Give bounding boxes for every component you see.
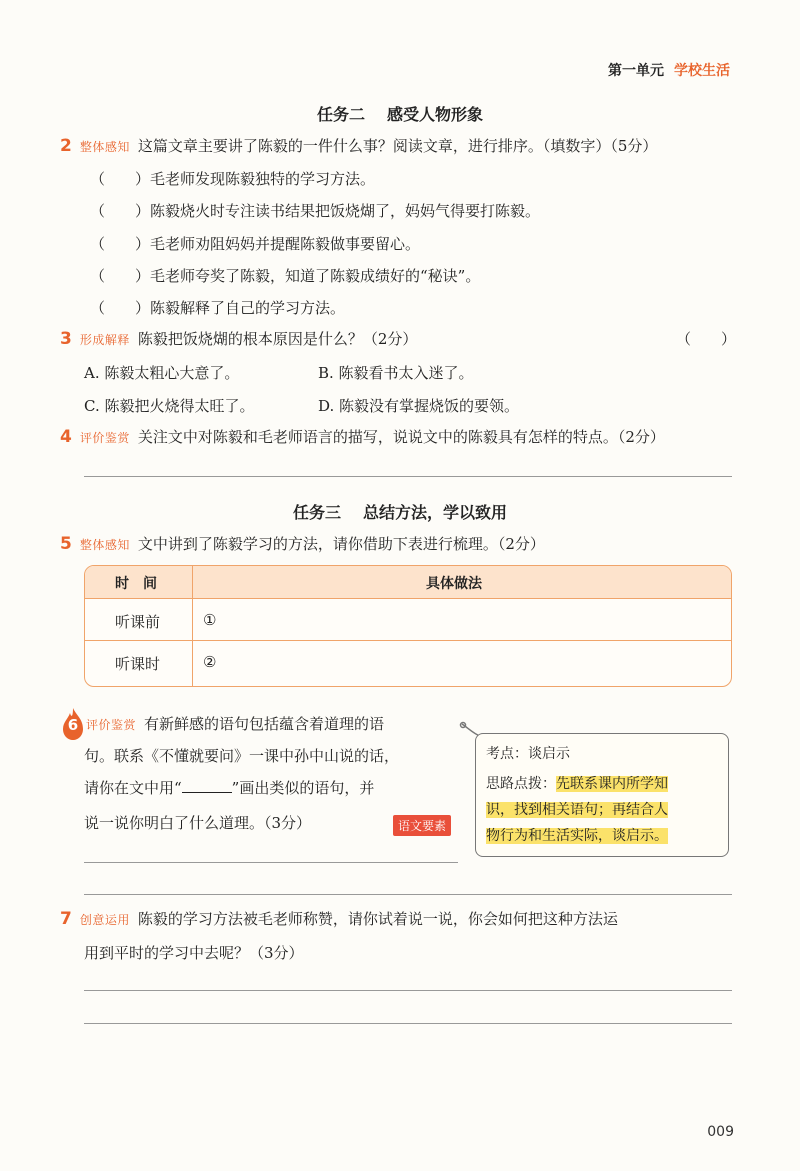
note-hint-line-3: 物行为和生活实际，谈启示。	[486, 828, 668, 844]
table-row-1-answer[interactable]: ①	[203, 611, 217, 629]
question-7-tag: 创意运用	[79, 913, 130, 927]
note-point: 谈启示	[528, 746, 570, 762]
question-6-line-3	[84, 777, 374, 799]
question-2-tag: 整体感知	[79, 140, 130, 154]
q4-answer-line[interactable]	[84, 476, 732, 477]
note-hint-row-1	[486, 774, 668, 794]
question-4-tag: 评价鉴赏	[79, 431, 130, 445]
unit-name: 第一单元	[608, 63, 664, 79]
note-point-row	[486, 744, 570, 764]
task3-title	[0, 500, 800, 523]
q3-option-b[interactable]: B. 陈毅看书太入迷了。	[318, 364, 474, 382]
q2-item-3[interactable]: （ ）毛老师劝阻妈妈并提醒陈毅做事要留心。	[90, 235, 421, 253]
table-row-2-time: 听课时	[115, 655, 161, 673]
question-2-text: 这篇文章主要讲了陈毅的一件什么事？阅读文章，进行排序。（填数字）（5分）	[137, 137, 658, 155]
q3-option-d[interactable]: D. 陈毅没有掌握烧饭的要领。	[318, 397, 520, 415]
note-hint-row-2	[486, 800, 668, 820]
question-6-line-1	[86, 713, 384, 736]
question-3-tag: 形成解释	[79, 333, 130, 347]
task2-title	[0, 102, 800, 125]
table-header-method: 具体做法	[426, 576, 482, 592]
q2-item-3-text: 毛老师劝阻妈妈并提醒陈毅做事要留心。	[150, 235, 421, 253]
question-5-number: 5	[60, 534, 72, 554]
q2-item-2-text: 陈毅烧火时专注读书结果把饭烧煳了，妈妈气得要打陈毅。	[150, 202, 541, 220]
table-column-divider	[192, 566, 193, 686]
question-5-tag: 整体感知	[79, 538, 130, 552]
table-row-divider	[85, 640, 731, 641]
note-hint-line-2: 识，找到相关语句；再结合人	[486, 802, 668, 818]
question-2-number: 2	[60, 136, 72, 156]
task2-name: 感受人物形象	[387, 105, 484, 124]
question-7-text-1: 陈毅的学习方法被毛老师称赞，请你试着说一说，你会如何把这种方法运	[137, 910, 618, 928]
q3-option-a[interactable]: A. 陈毅太粗心大意了。	[84, 364, 240, 382]
q7-answer-line-1[interactable]	[84, 990, 732, 991]
question-6-tag: 评价鉴赏	[86, 718, 137, 732]
table-header-time: 时 间	[115, 576, 157, 592]
question-4-text: 关注文中对陈毅和毛老师语言的描写，说说文中的陈毅具有怎样的特点。（2分）	[137, 428, 665, 446]
question-4	[60, 426, 665, 449]
yuwen-element-badge: 语文要素	[393, 815, 451, 836]
question-6-line-4: 说一说你明白了什么道理。（3分）	[84, 814, 312, 832]
q2-item-1-text: 毛老师发现陈毅独特的学习方法。	[150, 170, 376, 188]
table-row-2-answer[interactable]: ②	[203, 653, 217, 671]
q3-option-c[interactable]: C. 陈毅把火烧得太旺了。	[84, 397, 255, 415]
note-hint-line-1: 先联系课内所学知	[556, 776, 668, 792]
q3-answer-blank[interactable]: （ ）	[676, 330, 737, 348]
question-6-text-1: 有新鲜感的语句包括蕴含着道理的语	[144, 715, 385, 733]
task3-label: 任务三	[292, 503, 341, 522]
page-number: 009	[707, 1124, 734, 1140]
note-point-label: 考点：	[486, 746, 528, 762]
underline-sample	[182, 778, 232, 793]
question-3-text: 陈毅把饭烧煳的根本原因是什么？（2分）	[137, 330, 418, 348]
table-header-row	[85, 566, 731, 599]
unit-theme: 学校生活	[674, 63, 730, 79]
question-5	[60, 533, 545, 556]
q6-answer-line-2[interactable]	[84, 894, 732, 895]
question-6-number: 6	[67, 716, 79, 734]
task3-name: 总结方法，学以致用	[363, 503, 508, 522]
question-6-text-3b: ”画出类似的语句，并	[231, 779, 375, 797]
q2-item-1[interactable]: （ ）毛老师发现陈毅独特的学习方法。	[90, 170, 376, 188]
method-table	[84, 565, 732, 687]
question-7-text-2: 用到平时的学习中去呢？（3分）	[84, 944, 304, 962]
question-3	[60, 328, 417, 351]
question-2	[60, 135, 657, 158]
q2-item-5-text: 陈毅解释了自己的学习方法。	[150, 299, 346, 317]
note-hint-row-3	[486, 826, 668, 846]
question-6-line-2: 句。联系《不懂就要问》一课中孙中山说的话，	[84, 747, 400, 765]
question-7	[60, 908, 618, 931]
question-6-text-3a: 请你在文中用“	[84, 779, 182, 797]
q2-item-4-text: 毛老师夸奖了陈毅，知道了陈毅成绩好的“秘诀”。	[150, 267, 481, 285]
q2-item-4[interactable]: （ ）毛老师夸奖了陈毅，知道了陈毅成绩好的“秘诀”。	[90, 267, 481, 285]
question-5-text: 文中讲到了陈毅学习的方法，请你借助下表进行梳理。（2分）	[137, 535, 545, 553]
hint-note	[475, 733, 729, 857]
task2-label: 任务二	[316, 105, 365, 124]
q2-item-5[interactable]: （ ）陈毅解释了自己的学习方法。	[90, 299, 346, 317]
question-7-number: 7	[60, 909, 72, 929]
note-hint-label: 思路点拨：	[486, 776, 556, 792]
unit-header	[608, 60, 730, 80]
q2-item-2[interactable]: （ ）陈毅烧火时专注读书结果把饭烧煳了，妈妈气得要打陈毅。	[90, 202, 541, 220]
question-3-number: 3	[60, 329, 72, 349]
q7-answer-line-2[interactable]	[84, 1023, 732, 1024]
q6-answer-line-1[interactable]	[84, 862, 458, 863]
table-row-1-time: 听课前	[115, 613, 161, 631]
question-4-number: 4	[60, 427, 72, 447]
